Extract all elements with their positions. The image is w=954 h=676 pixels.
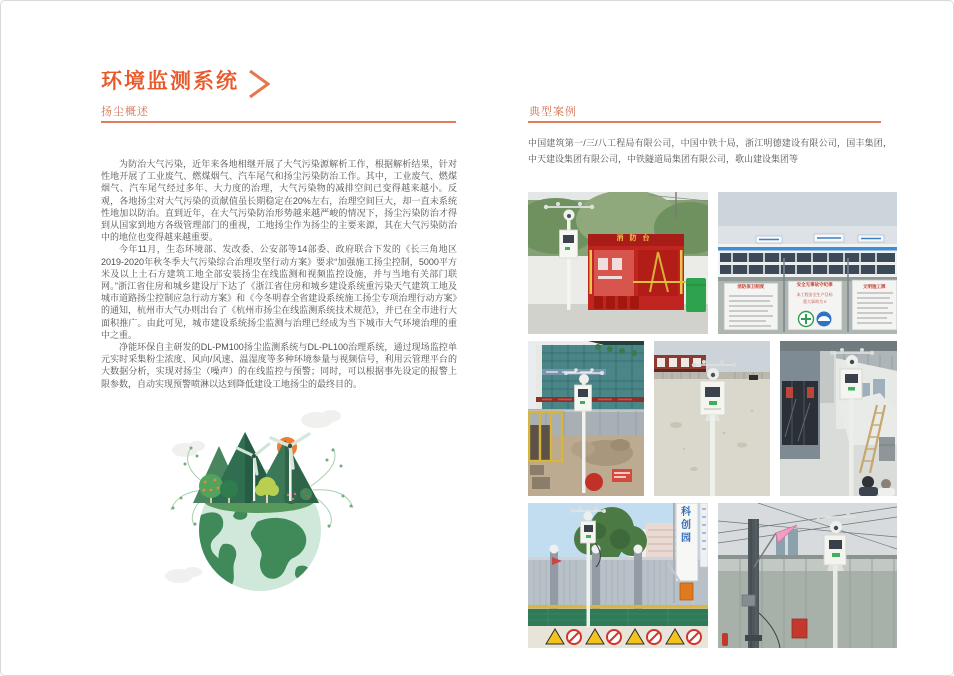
case-photo-4 [654,341,770,496]
paragraph-3: 净能环保自主研发的DL-PM100扬尘监测系统与DL-PL100治理系统，通过现场监控单元实时采集粉尘浓度、风向/风速、温湿度等多种环境参量与视频信号，利用云管理平台的大数据分析，实现对扬尘（噪声）的在线监控与预警；同时，可以根据事先设定的报警上限参数，自动实现预警喷淋以达到降低建设工地扬尘的最终目的。 [101,342,457,389]
sign-safety: 安全无事故守纪律 [796,282,833,288]
small-signs [612,469,632,482]
green-earth-illustration [149,394,424,609]
sign-boards [724,280,897,330]
sign-civilized-construction: 文明施工牌 [863,283,886,289]
section-rule-right [528,121,881,123]
chevron-right-icon [246,69,272,99]
orange-box [680,583,693,600]
section-label-typical-cases: 典型案例 [529,106,577,118]
green-bin [686,278,706,312]
sign-fire-security: 消防保卫制度 [737,284,765,290]
fire-cabinet [588,234,684,310]
page-title: 环境监测系统 [101,70,239,93]
section-label-dust-overview: 扬尘概述 [101,106,149,118]
dust-overview-text [101,158,457,390]
paragraph-1: 为防治大气污染，近年来各地相继开展了大气污染源解析工作，根据解析结果，针对性地开展了工业废气、燃煤烟气、汽车尾气和扬尘污染防治工作。其中，工业废气、燃煤烟气、汽车尾气经过多年、大力度的治理，大气污染物的减排空间已变得越来越小。反观，各地扬尘对大气污染的贡献值虽长期稳定在20%左右，治理空间巨大，却一直未系统性地加以防治。直到近年，在大气污染防治形势越来越严峻的情况下，扬尘污染防治才得到从国家到地方各级管理部门的重视，工地扬尘作为扬尘的主要来源，其在大气污染防治中的地位也变得越来越重要。 [101,159,457,243]
case-photo-7 [718,503,897,648]
case-photo-2 [718,192,897,334]
case-photo-6 [528,503,708,648]
fire-extinguisher [722,633,728,646]
paragraph-2: 今年11月，生态环境部、发改委、公安部等14部委、政府联合下发的《长三角地区2019-2020年秋冬季大气污染综合治理攻坚行动方案》要求“加强施工扬尘控制，5000平方米及以上土石方建筑工地全部安装扬尘在线监测和视频监控设施，并与当地有关部门联网。”浙江省住房和城乡建设厅下达了《浙江省住房和城乡建设系统重污染天气建筑工地及城市道路扬尘控制应急行动方案》和《今冬明春全省建设系统施工扬尘专项治理行动方案》的通知，杭州市大气办则出台了《杭州市扬尘在线监测系统技术规范》，并已在全市进行大面积推广。由此可见，城市建设系统扬尘监测与治理已经成为当下城市大气环境治理的重中之重。 [101,244,457,340]
camera [749,375,758,380]
case-photo-1 [528,192,708,334]
kechuangyuan-sign: 科创园 [678,505,690,545]
client-list: 中国建筑第一/三/八工程局有限公司，中国中铁十局，浙江明德建设有限公司，国丰集团，中天建设集团有限公司，中铁隧道局集团有限公司，歌山建设集团等 [528,138,892,164]
case-photo-5 [780,341,897,496]
case-photo-3 [528,341,644,496]
section-rule-left [101,121,456,123]
red-building [654,355,706,372]
fire-hydrant-box [792,619,807,638]
sign-safety-line2: 重大事故为 0 [802,298,827,304]
fire-cabinet-label: 消防台 [616,235,656,243]
sign-safety-line1: 本工程安全生产目标 [796,292,833,298]
